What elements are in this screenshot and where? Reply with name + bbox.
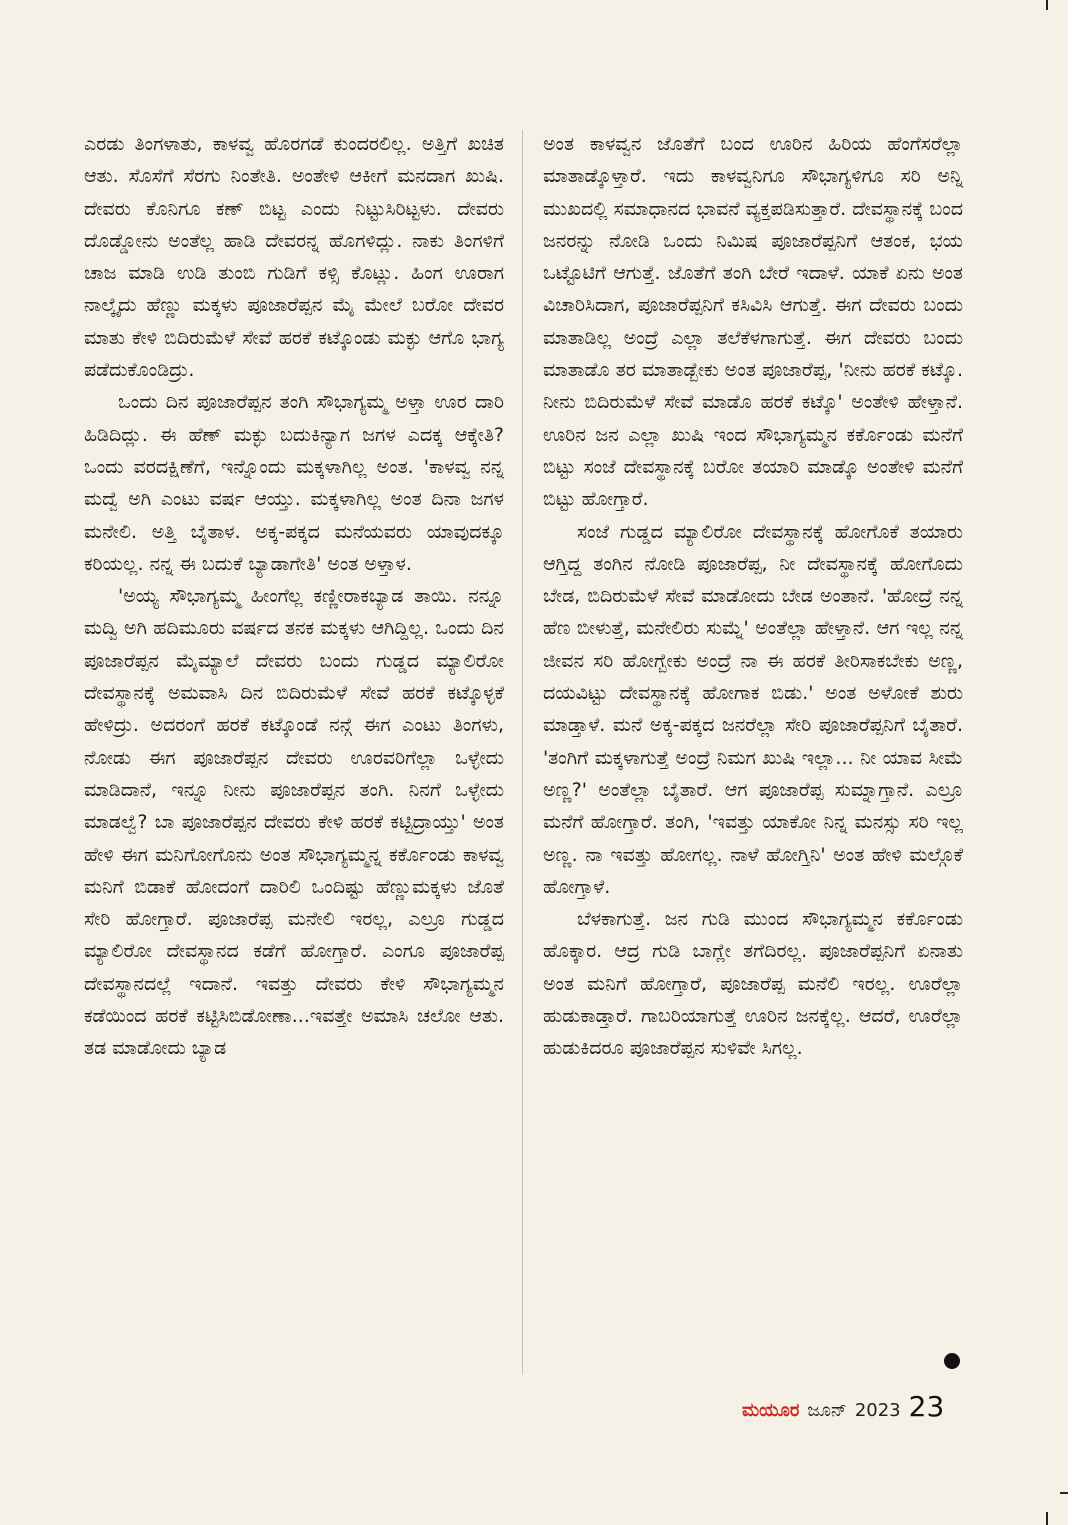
page-footer (742, 1390, 944, 1423)
end-of-story-bullet-icon (944, 1353, 960, 1369)
right-paragraph-2: ಸಂಜೆ ಗುಡ್ಡದ ಮ್ಯಾಲಿರೋ ದೇವಸ್ಥಾನಕ್ಕೆ ಹೋಗೊಕೆ ತಯಾರು ಆಗ್ತಿದ್ದ ತಂಗಿನ ನೋಡಿ ಪೂಜಾರೆಪ್ಪ, ನೀ ದೇವಸ್ಥಾನಕ್ಕೆ ಹೋಗೊದು ಬೇಡ, ಬಿದಿರುಮೆಳೆ ಸೇವೆ ಮಾಡೋದು ಬೇಡ ಅಂತಾನೆ. 'ಹೋದ್ರೆ ನನ್ನ ಹೆಣ ಬೀಳುತ್ತೆ, ಮನೇಲಿರು ಸುಮ್ನೆ' ಅಂತೆಲ್ಲಾ ಹೇಳ್ತಾನೆ. ಆಗ ಇಲ್ಲ ನನ್ನ ಜೀವನ ಸರಿ ಹೋಗ್ಬೇಕು ಅಂದ್ರೆ ನಾ ಈ ಹರಕೆ ತೀರಿಸಾಕಬೇಕು ಅಣ್ಣ, ದಯವಿಟ್ಟು ದೇವಸ್ಥಾನಕ್ಕೆ ಹೋಗಾಕ ಬಿಡು.' ಅಂತ ಅಳೋಕೆ ಶುರು ಮಾಡ್ತಾಳೆ. ಮನೆ ಅಕ್ಕ-ಪಕ್ಕದ ಜನರೆಲ್ಲಾ ಸೇರಿ ಪೂಜಾರೆಪ್ಪನಿಗೆ ಬೈತಾರೆ. 'ತಂಗಿಗೆ ಮಕ್ಕಳಾಗುತ್ತೆ ಅಂದ್ರೆ ನಿಮಗ ಖುಷಿ ಇಲ್ಲಾ... ನೀ ಯಾವ ಸೀಮೆ ಅಣ್ಣ?' ಅಂತೆಲ್ಲಾ ಬೈತಾರೆ. ಆಗ ಪೂಜಾರೆಪ್ಪ ಸುಮ್ನಾಗ್ತಾನೆ. ಎಲ್ರೂ ಮನೆಗೆ ಹೋಗ್ತಾರೆ. ತಂಗಿ, 'ಇವತ್ತು ಯಾಕೋ ನಿನ್ನ ಮನಸ್ಸು ಸರಿ ಇಲ್ಲ ಅಣ್ಣ. ನಾ ಇವತ್ತು ಹೋಗಲ್ಲ. ನಾಳೆ ಹೋಗ್ತಿನಿ' ಅಂತ ಹೇಳಿ ಮಲ್ಗೊಕೆ ಹೋಗ್ತಾಳೆ. (543, 520, 963, 898)
right-column (543, 128, 963, 1065)
right-paragraph-1: ಅಂತ ಕಾಳವ್ವನ ಜೊತೆಗೆ ಬಂದ ಊರಿನ ಹಿರಿಯ ಹೆಂಗೆಸರೆಲ್ಲಾ ಮಾತಾಡ್ಕೊಳ್ತಾರೆ. ಇದು ಕಾಳವ್ವನಿಗೂ ಸೌಭಾಗ್ಯಳಿಗೂ ಸರಿ ಅನ್ನಿ ಮುಖದಲ್ಲಿ ಸಮಾಧಾನದ ಭಾವನೆ ವ್ಯಕ್ತಪಡಿಸುತ್ತಾರೆ. ದೇವಸ್ಥಾನಕ್ಕೆ ಬಂದ ಜನರನ್ನು ನೋಡಿ ಒಂದು ನಿಮಿಷ ಪೂಜಾರೆಪ್ಪನಿಗೆ ಆತಂಕ, ಭಯ ಒಟ್ಟೊಟಿಗೆ ಆಗುತ್ತೆ. ಜೊತೆಗೆ ತಂಗಿ ಬೇರೆ ಇದಾಳೆ. ಯಾಕೆ ಏನು ಅಂತ ವಿಚಾರಿಸಿದಾಗ, ಪೂಜಾರೆಪ್ಪನಿಗೆ ಕಸಿವಿಸಿ ಆಗುತ್ತೆ. ಈಗ ದೇವರು ಬಂದು ಮಾತಾಡಿಲ್ಲ ಅಂದ್ರೆ ಎಲ್ಲಾ ತಲೆಕೆಳಗಾಗುತ್ತೆ. ಈಗ ದೇವರು ಬಂದು ಮಾತಾಡೊ ತರ ಮಾತಾಡ್ಬೇಕು ಅಂತ ಪೂಜಾರೆಪ್ಪ, 'ನೀನು ಹರಕೆ ಕಟ್ಕೊ. ನೀನು ಬಿದಿರುಮೆಳೆ ಸೇವೆ ಮಾಡೊ ಹರಕೆ ಕಟ್ಕೊ' ಅಂತೇಳಿ ಹೇಳ್ತಾನೆ. ಊರಿನ ಜನ ಎಲ್ಲಾ ಖುಷಿ ಇಂದ ಸೌಭಾಗ್ಯಮ್ಮನ ಕರ್ಕೊಂಡು ಮನೆಗೆ ಬಿಟ್ಟು ಸಂಜೆ ದೇವಸ್ಥಾನಕ್ಕೆ ಬರೋ ತಯಾರಿ ಮಾಡ್ಕೊ ಅಂತೇಳಿ ಮನೆಗೆ ಬಿಟ್ಟು ಹೋಗ್ತಾರೆ. (543, 133, 963, 511)
left-paragraph-1: ಎರಡು ತಿಂಗಳಾತು, ಕಾಳವ್ವ ಹೊರಗಡೆ ಕುಂದರಲಿಲ್ಲ. ಅತ್ತಿಗೆ ಖಚಿತ ಆತು. ಸೊಸೆಗೆ ಸೆರಗು ನಿಂತೇತಿ. ಅಂತೇಳಿ ಆಕೀಗೆ ಮನದಾಗ ಖುಷಿ. ದೇವರು ಕೊನಿಗೂ ಕಣ್ ಬಿಟ್ಟ ಎಂದು ನಿಟ್ಟುಸಿರಿಟ್ಟಳು. ದೇವರು ದೊಡ್ಡೋನು ಅಂತೆಲ್ಲ ಹಾಡಿ ದೇವರನ್ನ ಹೊಗಳಿದ್ಲು. ನಾಕು ತಿಂಗಳಿಗೆ ಚಾಜ ಮಾಡಿ ಉಡಿ ತುಂಬಿ ಗುಡಿಗೆ ಕಳ್ಸಿ ಕೊಟ್ಲು. ಹಿಂಗ ಊರಾಗ ನಾಲ್ಕೈದು ಹೆಣ್ಣು ಮಕ್ಕಳು ಪೂಜಾರೆಪ್ಪನ ಮೈ ಮೇಲೆ ಬರೋ ದೇವರ ಮಾತು ಕೇಳಿ ಬಿದಿರುಮೆಳೆ ಸೇವೆ ಹರಕೆ ಕಟ್ಕೊಂಡು ಮಕ್ಳು ಆಗೊ ಭಾಗ್ಯ ಪಡೆದುಕೊಂಡಿದ್ರು. (84, 133, 504, 382)
crop-mark-top (1046, 0, 1048, 10)
crop-mark-bottom (1046, 1512, 1048, 1525)
column-divider (522, 130, 523, 1375)
crop-mark-side (1060, 1492, 1068, 1494)
left-paragraph-2: ಒಂದು ದಿನ ಪೂಜಾರೆಪ್ಪನ ತಂಗಿ ಸೌಭಾಗ್ಯಮ್ಮ ಅಳ್ತಾ ಊರ ದಾರಿ ಹಿಡಿದಿದ್ಲು. ಈ ಹೆಣ್ ಮಕ್ಳು ಬದುಕಿನ್ಯಾಗ ಜಗಳ ಎದಕ್ಕ ಆಕ್ಕೇತಿ? ಒಂದು ವರದಕ್ಷಿಣೆಗೆ, ಇನ್ನೊಂದು ಮಕ್ಕಳಾಗಿಲ್ಲ ಅಂತ. 'ಕಾಳವ್ವ ನನ್ನ ಮದ್ವೆ ಅಗಿ ಎಂಟು ವರ್ಷ ಆಯ್ತು. ಮಕ್ಕಳಾಗಿಲ್ಲ ಅಂತ ದಿನಾ ಜಗಳ ಮನೇಲಿ. ಅತ್ತಿ ಬೈತಾಳ. ಅಕ್ಕ-ಪಕ್ಕದ ಮನೆಯವರು ಯಾವುದಕ್ಕೂ ಕರಿಯಲ್ಲ. ನನ್ನ ಈ ಬದುಕೆ ಬ್ಯಾಡಾಗೇತಿ' ಅಂತ ಅಳ್ತಾಳ. (84, 391, 504, 575)
left-column (84, 128, 504, 1065)
issue-month: ಜೂನ್ (807, 1400, 847, 1421)
right-paragraph-3: ಬೆಳಕಾಗುತ್ತೆ. ಜನ ಗುಡಿ ಮುಂದ ಸೌಭಾಗ್ಯಮ್ಮನ ಕರ್ಕೊಂಡು ಹೊಕ್ಕಾರ. ಆದ್ರ ಗುಡಿ ಬಾಗ್ಲೇ ತಗೆದಿರಲ್ಲ. ಪೂಜಾರೆಪ್ಪನಿಗೆ ಏನಾತು ಅಂತ ಮನಿಗೆ ಹೋಗ್ತಾರೆ, ಪೂಜಾರೆಪ್ಪ ಮನೆಲಿ ಇರಲ್ಲ. ಊರೆಲ್ಲಾ ಹುಡುಕಾಡ್ತಾರೆ. ಗಾಬರಿಯಾಗುತ್ತೆ ಊರಿನ ಜನಕ್ಕೆಲ್ಲ. ಆದರೆ, ಊರೆಲ್ಲಾ ಹುಡುಕಿದರೂ ಪೂಜಾರೆಪ್ಪನ ಸುಳಿವೇ ಸಿಗಲ್ಲ. (543, 908, 963, 1060)
magazine-name: ಮಯೂರ (742, 1400, 800, 1421)
page-number: 23 (908, 1390, 945, 1423)
left-paragraph-3: 'ಅಯ್ಯ ಸೌಭಾಗ್ಯಮ್ಮ ಹೀಂಗೆಲ್ಲ ಕಣ್ಣೀರಾಕಬ್ಯಾಡ ತಾಯಿ. ನನ್ನೂ ಮದ್ವಿ ಅಗಿ ಹದಿಮೂರು ವರ್ಷದ ತನಕ ಮಕ್ಕಳು ಆಗಿದ್ದಿಲ್ಲ. ಒಂದು ದಿನ ಪೂಜಾರೆಪ್ಪನ ಮೈಮ್ಯಾಲೆ ದೇವರು ಬಂದು ಗುಡ್ಡದ ಮ್ಯಾಲಿರೋ ದೇವಸ್ಥಾನಕ್ಕೆ ಅಮವಾಸಿ ದಿನ ಬಿದಿರುಮೆಳೆ ಸೇವೆ ಹರಕೆ ಕಟ್ಕೊಳ್ಳಕೆ ಹೇಳಿದ್ರು. ಅದರಂಗೆ ಹರಕೆ ಕಟ್ಕೊಂಡೆ ನನ್ಗೆ ಈಗ ಎಂಟು ತಿಂಗಳು, ನೋಡು ಈಗ ಪೂಜಾರೆಪ್ಪನ ದೇವರು ಊರವರಿಗೆಲ್ಲಾ ಒಳ್ಳೇದು ಮಾಡಿದಾನೆ, ಇನ್ನೂ ನೀನು ಪೂಜಾರೆಪ್ಪನ ತಂಗಿ. ನಿನಗೆ ಒಳ್ಳೇದು ಮಾಡಲ್ವೆ? ಬಾ ಪೂಜಾರೆಪ್ಪನ ದೇವರು ಕೇಳಿ ಹರಕೆ ಕಟ್ಟಿದ್ರಾಯ್ತು' ಅಂತ ಹೇಳಿ ಈಗ ಮನಿಗೋಗೊನು ಅಂತ ಸೌಭಾಗ್ಯಮ್ಮನ್ನ ಕರ್ಕೊಂಡು ಕಾಳವ್ವ ಮನಿಗೆ ಬಿಡಾಕೆ ಹೋದಂಗೆ ದಾರಿಲಿ ಒಂದಿಷ್ಟು ಹೆಣ್ಣುಮಕ್ಕಳು ಜೊತೆ ಸೇರಿ ಹೋಗ್ತಾರೆ. ಪೂಜಾರೆಪ್ಪ ಮನೇಲಿ ಇರಲ್ಲ, ಎಲ್ರೂ ಗುಡ್ಡದ ಮ್ಯಾಲಿರೋ ದೇವಸ್ಥಾನದ ಕಡೆಗೆ ಹೋಗ್ತಾರೆ. ಎಂಗೂ ಪೂಜಾರೆಪ್ಪ ದೇವಸ್ಥಾನದಲ್ಲೆ ಇದಾನೆ. ಇವತ್ತು ದೇವರು ಕೇಳಿ ಸೌಭಾಗ್ಯಮ್ಮನ ಕಡೆಯಿಂದ ಹರಕೆ ಕಟ್ಟಿಸಿಬಿಡೋಣಾ...ಇವತ್ತೇ ಅಮಾಸಿ ಚಲೋ ಆತು. ತಡ ಮಾಡೋದು ಬ್ಯಾಡ (84, 585, 504, 1060)
issue-year: 2023 (854, 1400, 901, 1421)
